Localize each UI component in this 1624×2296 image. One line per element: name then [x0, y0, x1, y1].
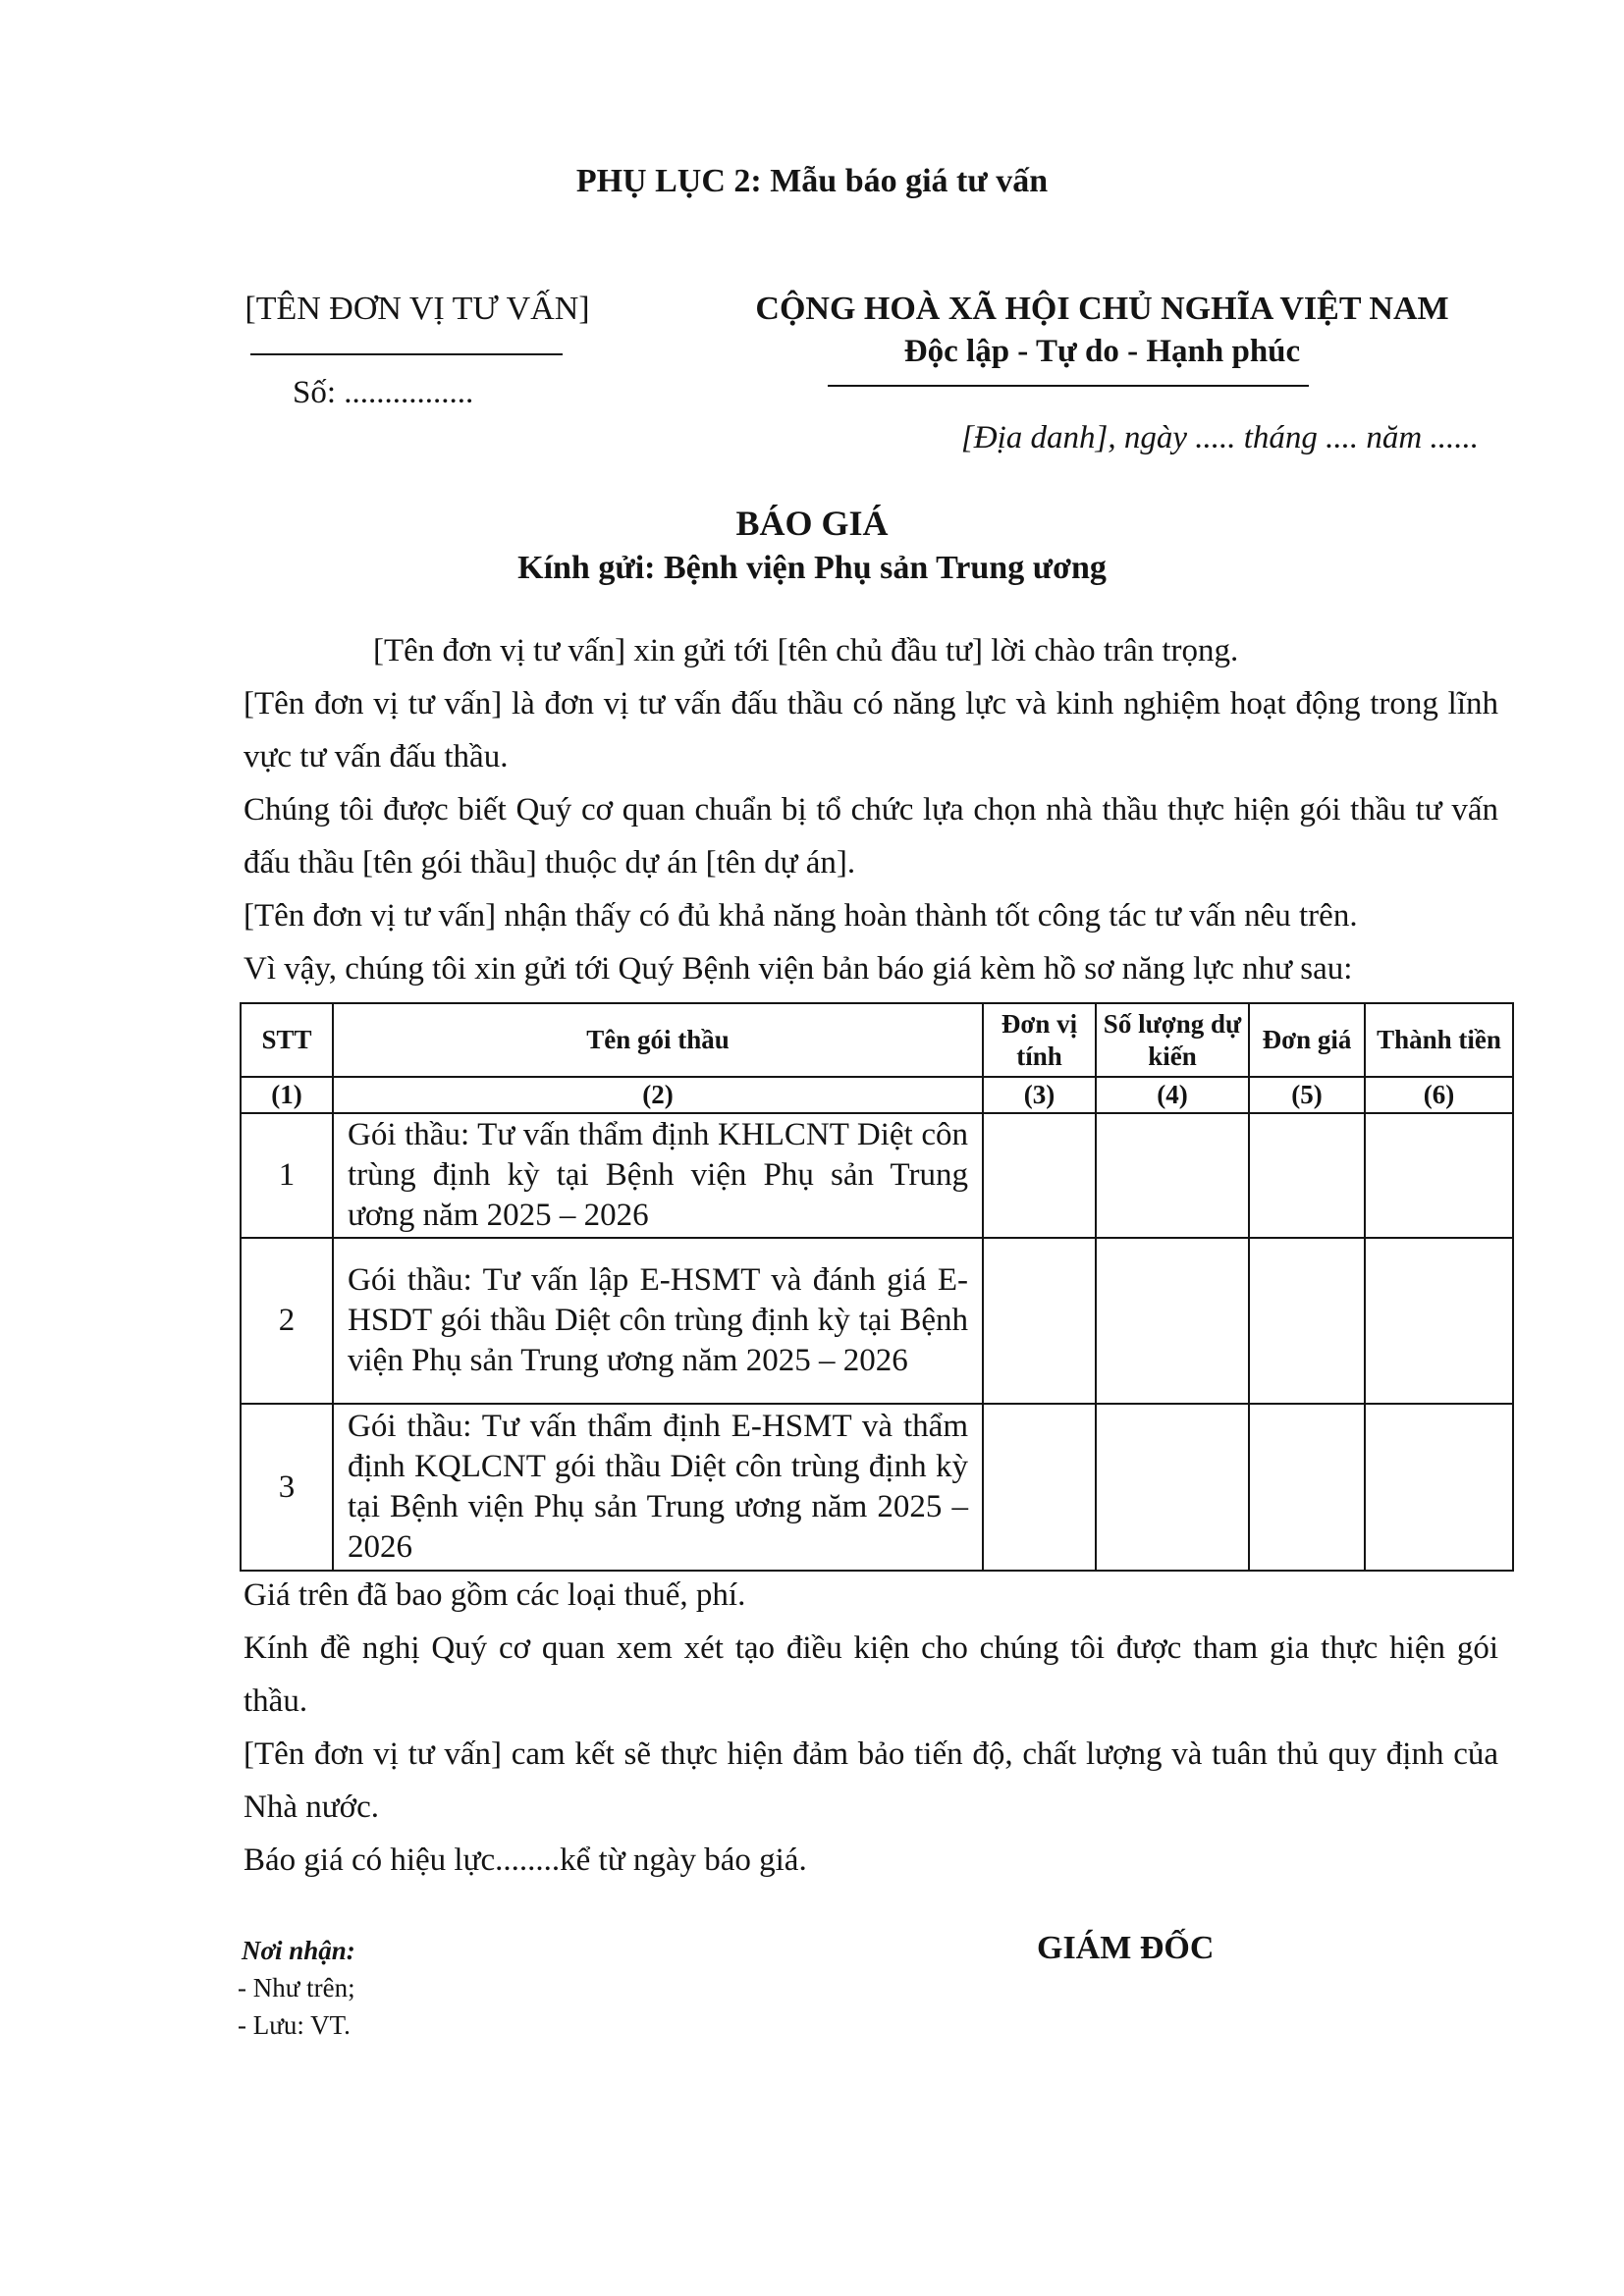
column-number: (2)	[333, 1077, 983, 1113]
row-stt: 2	[241, 1238, 333, 1405]
column-number: (5)	[1249, 1077, 1365, 1113]
header-package-name: Tên gói thầu	[333, 1003, 983, 1077]
column-number-row	[241, 1077, 1513, 1113]
quotation-table	[240, 1002, 1514, 1572]
row-quantity-cell	[1096, 1238, 1249, 1405]
nation-title: CỘNG HOÀ XÃ HỘI CHỦ NGHĨA VIỆT NAM	[755, 291, 1449, 327]
addressee: Kính gửi: Bệnh viện Phụ sản Trung ương	[517, 550, 1107, 586]
row-unit-price-cell	[1249, 1238, 1365, 1405]
column-number: (3)	[983, 1077, 1096, 1113]
table-header-row	[241, 1003, 1513, 1077]
header-quantity: Số lượng dự kiến	[1096, 1003, 1249, 1077]
place-and-date: [Địa danh], ngày ..... tháng .... năm ......	[960, 420, 1479, 455]
closing-paragraph: [Tên đơn vị tư vấn] cam kết sẽ thực hiện đảm bảo tiến độ, chất lượng và tuân thủ quy định của Nhà nước.	[244, 1736, 1498, 1825]
row-unit-price-cell	[1249, 1113, 1365, 1237]
row-unit-cell	[983, 1238, 1096, 1405]
recipients-title: Nơi nhận:	[242, 1936, 355, 1965]
row-unit-cell	[983, 1113, 1096, 1237]
motto-underline	[828, 385, 1309, 387]
row-stt: 1	[241, 1113, 333, 1237]
header-amount: Thành tiền	[1365, 1003, 1513, 1077]
row-amount-cell	[1365, 1404, 1513, 1571]
greeting-paragraph: [Tên đơn vị tư vấn] xin gửi tới [tên chủ đầu tư] lời chào trân trọng.	[373, 633, 1239, 668]
column-number: (4)	[1096, 1077, 1249, 1113]
closing-paragraph: Kính đề nghị Quý cơ quan xem xét tạo điều kiện cho chúng tôi được tham gia thực hiện gói thầu.	[244, 1630, 1498, 1719]
column-number: (1)	[241, 1077, 333, 1113]
row-package-name: Gói thầu: Tư vấn thẩm định E-HSMT và thẩm định KQLCNT gói thầu Diệt côn trùng định kỳ tại Bệnh viện Phụ sản Trung ương năm 2025 – 2026	[333, 1404, 983, 1571]
body-paragraph: [Tên đơn vị tư vấn] là đơn vị tư vấn đấu thầu có năng lực và kinh nghiệm hoạt động trong lĩnh vực tư vấn đấu thầu.	[244, 686, 1498, 774]
table-row	[241, 1404, 1513, 1571]
header-unit: Đơn vị tính	[983, 1003, 1096, 1077]
body-paragraph: Vì vậy, chúng tôi xin gửi tới Quý Bệnh viện bản báo giá kèm hồ sơ năng lực như sau:	[244, 951, 1353, 987]
appendix-title: PHỤ LỤC 2: Mẫu báo giá tư vấn	[575, 163, 1049, 199]
signer-title: GIÁM ĐỐC	[1037, 1930, 1215, 1966]
recipient-item: - Như trên;	[238, 1973, 355, 2002]
table-row	[241, 1113, 1513, 1237]
recipient-item: - Lưu: VT.	[238, 2010, 351, 2040]
row-unit-cell	[983, 1404, 1096, 1571]
body-paragraph: [Tên đơn vị tư vấn] nhận thấy có đủ khả năng hoàn thành tốt công tác tư vấn nêu trên.	[244, 898, 1358, 934]
column-number: (6)	[1365, 1077, 1513, 1113]
document-number: Số: ................	[293, 375, 474, 410]
body-paragraph: Chúng tôi được biết Quý cơ quan chuẩn bị tổ chức lựa chọn nhà thầu thực hiện gói thầu tư vấn đấu thầu [tên gói thầu] thuộc dự án [tên dự án].	[244, 792, 1498, 881]
row-quantity-cell	[1096, 1404, 1249, 1571]
header-stt: STT	[241, 1003, 333, 1077]
org-name-underline	[250, 353, 563, 355]
table-row	[241, 1238, 1513, 1405]
row-stt: 3	[241, 1404, 333, 1571]
row-amount-cell	[1365, 1113, 1513, 1237]
header-unit-price: Đơn giá	[1249, 1003, 1365, 1077]
row-package-name: Gói thầu: Tư vấn thẩm định KHLCNT Diệt côn trùng định kỳ tại Bệnh viện Phụ sản Trung ương năm 2025 – 2026	[333, 1113, 983, 1237]
validity-paragraph: Báo giá có hiệu lực........kể từ ngày báo giá.	[244, 1842, 807, 1878]
row-amount-cell	[1365, 1238, 1513, 1405]
row-quantity-cell	[1096, 1113, 1249, 1237]
closing-paragraph: Giá trên đã bao gồm các loại thuế, phí.	[244, 1577, 746, 1613]
document-title: BÁO GIÁ	[735, 504, 889, 543]
row-package-name: Gói thầu: Tư vấn lập E-HSMT và đánh giá E-HSDT gói thầu Diệt côn trùng định kỳ tại Bệnh viện Phụ sản Trung ương năm 2025 – 2026	[333, 1238, 983, 1405]
consultant-org-name: [TÊN ĐƠN VỊ TƯ VẤN]	[244, 291, 590, 327]
nation-motto: Độc lập - Tự do - Hạnh phúc	[903, 334, 1301, 369]
row-unit-price-cell	[1249, 1404, 1365, 1571]
